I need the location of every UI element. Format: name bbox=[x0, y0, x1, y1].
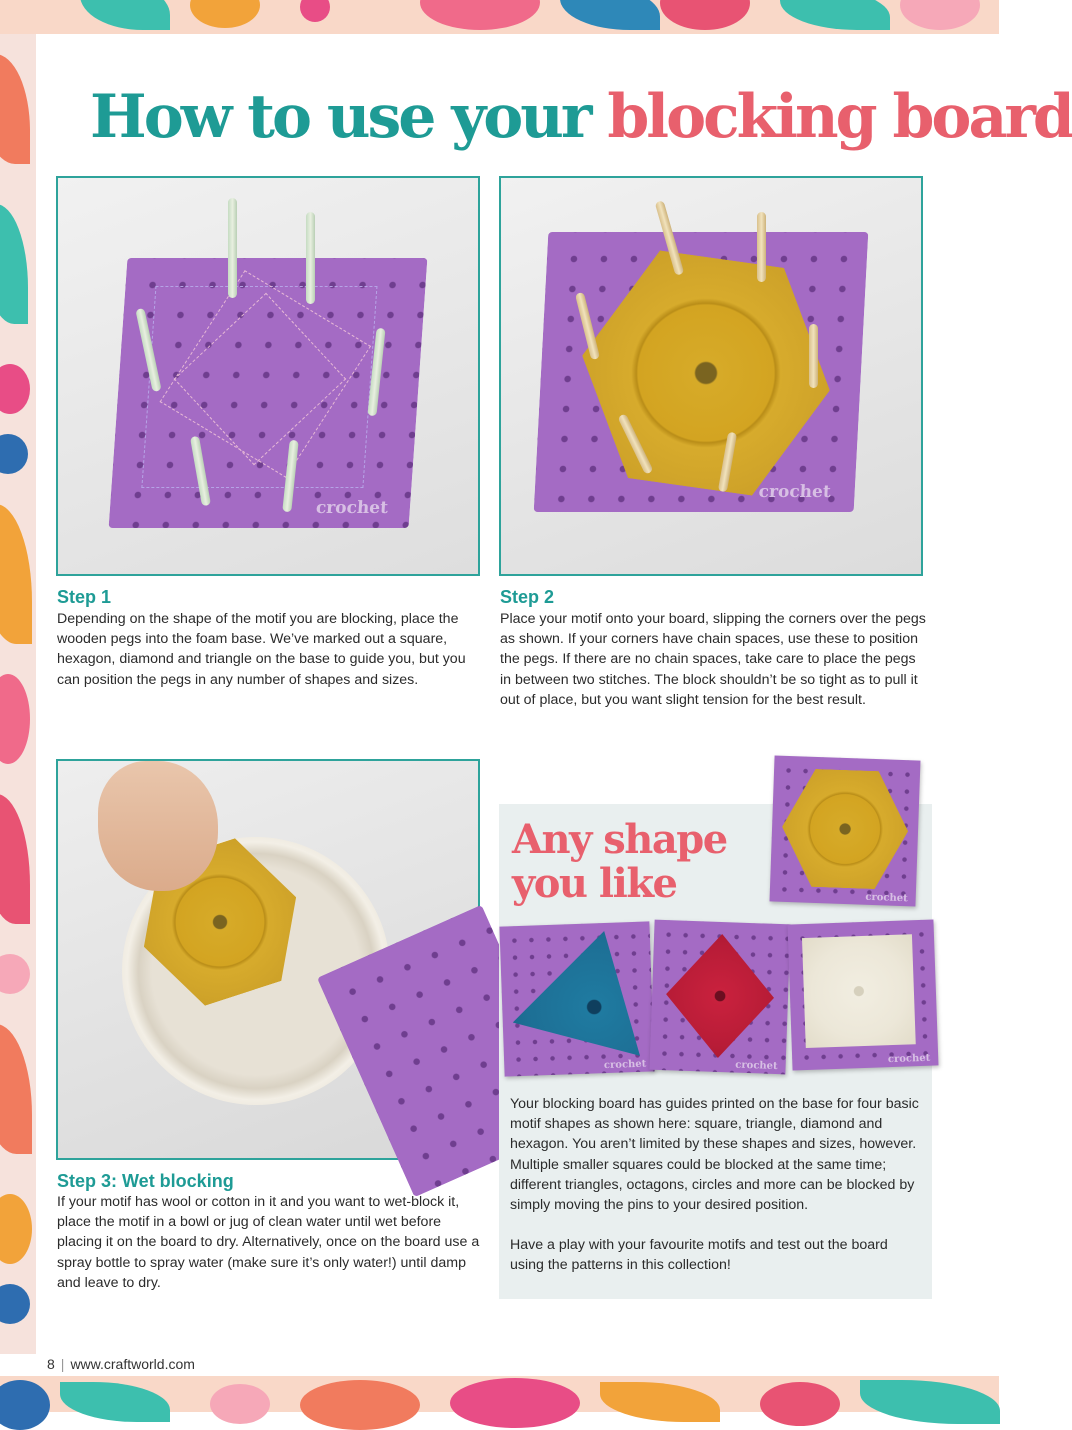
step3-title: Step 3: Wet blocking bbox=[57, 1171, 234, 1191]
square-motif bbox=[802, 934, 916, 1048]
board-brand: crochet bbox=[865, 891, 908, 905]
step1-photo bbox=[56, 176, 480, 576]
any-shape-para1: Your blocking board has guides printed on the base for four basic motif shapes as shown here: square, triangle, diamond and hexagon. You aren’t limited by these shapes and sizes, however. Multiple smaller squares could be blocked at the same time; different triangles, octagons, circles and more can be blocked by simply moving the pins to your desired position. bbox=[510, 1096, 919, 1214]
footer-separator: | bbox=[60, 1356, 65, 1372]
any-shape-para2: Have a play with your favourite motifs and test out the board using the patterns in this collection! bbox=[510, 1237, 888, 1274]
board-brand: crochet bbox=[887, 1052, 931, 1066]
step2-title: Step 2 bbox=[500, 587, 555, 607]
footer-url[interactable]: www.craftworld.com bbox=[70, 1356, 195, 1372]
any-shape-title bbox=[512, 818, 772, 906]
diamond-board bbox=[649, 920, 790, 1075]
hand bbox=[98, 761, 218, 891]
board-brand: crochet bbox=[315, 498, 389, 518]
triangle-motif bbox=[510, 930, 640, 1060]
square-board bbox=[787, 919, 938, 1070]
floral-border-bottom bbox=[0, 1376, 999, 1412]
page-number: 8 bbox=[47, 1356, 55, 1372]
board-brand: crochet bbox=[735, 1059, 778, 1073]
hexagon-motif bbox=[780, 768, 910, 890]
page-title-part2: blocking board bbox=[607, 82, 1072, 152]
step1-text: Depending on the shape of the motif you are blocking, place the wooden pegs into the foam base. We’ve marked out a square, hexagon, diamond and triangle on the base to guide you, but you can position the pegs in any number of shapes and sizes. bbox=[57, 611, 466, 688]
step2-text: Place your motif onto your board, slipping the corners over the pegs as shown. If your corners have chain spaces, use these to position the pegs. If there are no chain spaces, take care to place the pegs in between two stitches. The block shouldn’t be so tight as to pull it out of place, but you want slight tension for the best result. bbox=[500, 611, 926, 708]
hexagon-board bbox=[769, 755, 920, 906]
page-footer bbox=[47, 1356, 195, 1372]
page-title-part1: How to use your bbox=[90, 82, 608, 152]
floral-border-top bbox=[0, 0, 999, 34]
floral-border-left bbox=[0, 34, 36, 1354]
any-shape-title-line1: Any shape bbox=[512, 816, 727, 863]
page-title bbox=[90, 82, 1072, 152]
step3-photo bbox=[56, 759, 480, 1160]
step3-text: If your motif has wool or cotton in it and you want to wet-block it, place the motif in a bowl or jug of clean water until wet before placing it on the board to dry. Alternatively, once on the board use a spray bottle to spray water (make sure it’s only water!) until damp and leave to dry. bbox=[57, 1194, 480, 1291]
step1-title: Step 1 bbox=[57, 587, 112, 607]
any-shape-title-line2: you like bbox=[512, 860, 677, 907]
board-brand: crochet bbox=[758, 482, 832, 502]
triangle-board bbox=[499, 921, 654, 1076]
step2-photo bbox=[499, 176, 923, 576]
diamond-motif bbox=[664, 932, 776, 1060]
blocking-board bbox=[109, 258, 428, 528]
board-brand: crochet bbox=[603, 1058, 647, 1072]
